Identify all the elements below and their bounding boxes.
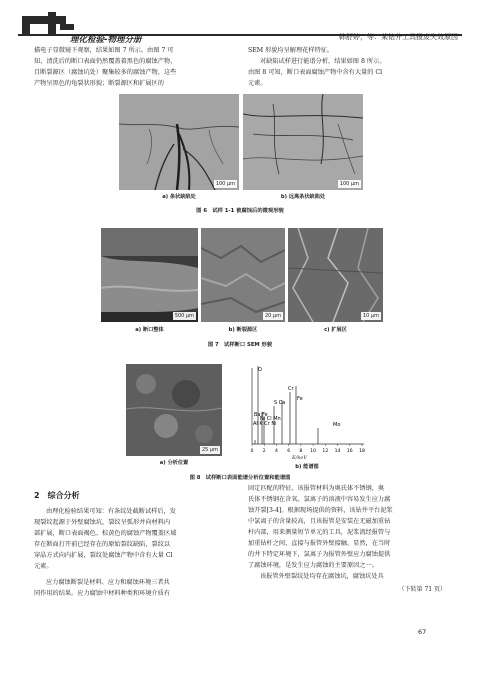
text-line: 的井下特定环境下，氯离子为报管外壁应力腐蚀提供: [248, 551, 391, 558]
text-line: 部扩展，断口表面褐色、棕黄色的腐蚀产物覆盖区域: [34, 530, 177, 537]
section-title: 2 综合分析: [34, 491, 80, 500]
fig6b-caption: b) 远离条状缺陷处: [280, 194, 326, 200]
text-line: 由图 8 可知，断口表面腐蚀产物中含有大量的 Cl: [248, 69, 383, 76]
peak-label: Ba Fe: [254, 412, 268, 418]
propagation-region-image: [288, 228, 383, 322]
x-tick-label: 18: [359, 449, 365, 454]
peak-label: Ni Cl Mn: [260, 416, 281, 422]
text-line: 穿晶方式向内扩展，裂纹处腐蚀产物中含有大量 Cl: [34, 552, 173, 559]
fig8-caption: 图 8 试样断口表面能谱分析位置和能谱图: [189, 475, 291, 481]
crack-network-image: [243, 94, 363, 190]
fig7-caption: 图 7 试样断口 SEM 形貌: [207, 342, 273, 348]
text-line: 氏体不锈钢在含氧、氯离子的溶液中容易发生应力腐: [248, 496, 391, 503]
crack-pattern-image: [119, 94, 239, 190]
x-tick-label: 8: [299, 449, 303, 454]
peak-label: Fe: [297, 396, 303, 402]
text-line: 且断裂源区（腐蚀坑处）聚集较多的腐蚀产物，这些: [34, 69, 177, 76]
fig7c-caption: c) 扩展区: [324, 327, 347, 333]
fig7b-scale-bar: 20 μm: [264, 313, 281, 319]
x-tick-label: 0: [250, 449, 254, 454]
fig8b-caption: b) 能谱图: [295, 464, 319, 470]
text-line: 中氯离子的含量较高，且该报管是安装在无磁加重钻: [248, 518, 391, 525]
x-tick-label: 16: [346, 449, 353, 454]
fig7a-micrograph: [101, 228, 198, 322]
text-line: 对缺陷试样进行能谱分析，结果如图 8 所示。: [260, 58, 386, 65]
text-line: 产物呈黑色的龟裂状形貌；断裂源区和扩展区的: [34, 80, 164, 87]
x-tick-label: 6: [287, 449, 291, 454]
fig6b-scale-bar: 100 μm: [339, 181, 359, 187]
fig6a-micrograph: [119, 94, 239, 190]
eds-spectrum-chart: [240, 362, 370, 462]
right-top-text: [248, 45, 446, 89]
eds-xlabel: E/keV: [292, 455, 307, 461]
text-line: 该报管外壁裂纹处均存在腐蚀坑，腐蚀坑处具: [260, 573, 384, 580]
fig6-caption: 图 6 试样 1-1 被腐蚀后的微观形貌: [196, 208, 284, 214]
text-line: SEM 形貌均呈解理花样特征。: [248, 47, 334, 54]
left-top-text: [34, 45, 232, 89]
text-line: 固定匹配的特征。该报管材料为奥氏体不锈钢，奥: [248, 485, 385, 492]
fig6a-scale-bar: 100 μm: [215, 181, 235, 187]
fig6b-micrograph: [243, 94, 363, 190]
fig8a-caption: a) 分析位置: [159, 460, 189, 466]
section-para-1: [34, 506, 232, 572]
text-line: 存在断面打开前已经存在的原始裂纹缺陷，裂纹以: [34, 541, 171, 548]
source-region-image: [201, 228, 285, 322]
text-line: 描电子显微镜下观察，结果如图 7 所示。由图 7 可: [34, 47, 174, 54]
text-line: 加重钻杆之间，直接与报管外壁接触。显然，在当时: [248, 540, 391, 547]
fracture-overview-image: [101, 228, 198, 322]
peak-label: O: [258, 367, 262, 373]
peak-label: S Ca: [274, 400, 286, 406]
fig8a-scale-bar: 25 μm: [201, 447, 218, 453]
page-number: 67: [418, 628, 427, 636]
fig7a-scale-bar: 500 μm: [174, 313, 194, 319]
text-line: 由理化检验结果可知：有条纹处截断试样后，发: [46, 508, 176, 515]
text-line: 杆内部，用来测量短节单元的工具，泥浆流经报管与: [248, 529, 391, 536]
x-tick-label: 12: [322, 449, 329, 454]
running-title: 韩舒婷，等：某钻井工具报废失效原因: [339, 33, 458, 41]
text-line: 元素。: [34, 563, 53, 570]
text-line: 同作用的结果。应力腐蚀中材料种类和环境介质有: [34, 590, 171, 597]
x-tick-label: 4: [274, 449, 278, 454]
right-bottom-text: [248, 483, 446, 582]
text-line: 元素。: [248, 80, 267, 87]
continued-note: （下转第 71 页）: [398, 586, 446, 593]
fig7b-micrograph: [201, 228, 285, 322]
fig8a-micrograph: [126, 364, 222, 456]
peak-label: Al K Cr Ni: [253, 421, 277, 427]
fig7c-scale-bar: 10 μm: [362, 313, 379, 319]
text-line: 应力腐蚀断裂是材料、应力和腐蚀环境三者共: [46, 579, 170, 586]
section-para-2: [34, 577, 232, 599]
analysis-position-image: [126, 364, 222, 456]
peak-label: Mo: [333, 422, 341, 428]
text-line: 蚀开裂[3-4]。根据现场提供的资料，该钻井平台泥浆: [248, 507, 393, 514]
journal-logo: [22, 12, 96, 34]
text-line: 现裂纹起源于外壁腐蚀坑，裂纹呈弧形并向材料内: [34, 519, 171, 526]
x-tick-label: 14: [334, 449, 341, 454]
x-tick-label: 10: [310, 449, 317, 454]
fig7a-caption: a) 断口整体: [135, 327, 164, 333]
peak-label: Cr: [288, 386, 294, 392]
fig6a-caption: a) 条状缺陷处: [162, 194, 196, 200]
text-line: 知，清洗后的断口表面仍然覆盖着黑色的腐蚀产物，: [34, 58, 177, 65]
x-tick-label: 2: [262, 449, 266, 454]
journal-name: 理化检验-物理分册: [70, 35, 142, 45]
fig7b-caption: b) 断裂源区: [228, 327, 258, 333]
fig7c-micrograph: [288, 228, 383, 322]
text-line: 了腐蚀环境，是发生应力腐蚀的主要原因之一。: [248, 562, 378, 569]
